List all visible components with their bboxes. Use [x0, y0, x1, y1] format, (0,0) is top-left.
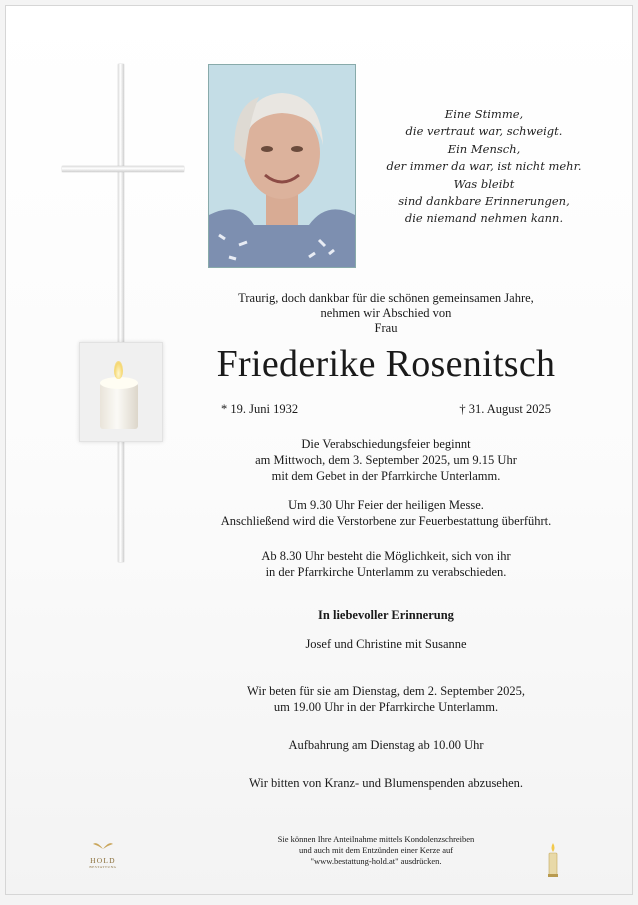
funeral-home-logo: [78, 838, 128, 869]
ceremony-line: Die Verabschiedungsfeier beginnt: [301, 437, 471, 451]
condolence-note: [226, 834, 526, 867]
birth-date: * 19. Juni 1932: [221, 402, 299, 416]
intro-text: [136, 291, 633, 336]
poem-line: die niemand nehmen kann.: [404, 211, 564, 226]
mass-line: Um 9.30 Uhr Feier der heiligen Messe.: [288, 498, 484, 512]
cross-vertical-beam: [118, 64, 124, 562]
intro-line: Traurig, doch dankbar für die schönen gemeinsamen Jahre,: [238, 291, 534, 305]
prayer-line: um 19.00 Uhr in der Pfarrkirche Unterlamm.: [273, 700, 499, 714]
poem-line: Was bleibt: [453, 176, 515, 191]
deceased-name: Friederike Rosenitsch: [216, 343, 556, 385]
intro-line: nehmen wir Abschied von: [320, 306, 452, 320]
logo-subtitle: BESTATTUNG: [89, 865, 117, 869]
mass-info: [136, 497, 633, 529]
poem-line: der immer da war, ist nicht mehr.: [386, 159, 582, 174]
death-date: † 31. August 2025: [459, 402, 551, 416]
obituary-page: [5, 5, 633, 895]
prayer-info: [136, 683, 633, 715]
logo-wings-icon: [93, 841, 113, 851]
viewing-info: Aufbahrung am Dienstag ab 10.00 Uhr: [288, 738, 484, 752]
memory-heading: In liebevoller Erinnerung: [318, 608, 454, 622]
farewell-line: in der Pfarrkirche Unterlamm zu verabschieden.: [265, 565, 507, 579]
flowers-note: Wir bitten von Kranz- und Blumenspenden abzusehen.: [248, 776, 524, 790]
poem-line: Ein Mensch,: [447, 141, 521, 156]
footer-line: "www.bestattung-hold.at" ausdrücken.: [310, 856, 442, 866]
candle-flame: [114, 361, 123, 379]
ceremony-line: am Mittwoch, dem 3. September 2025, um 9.15 Uhr: [255, 453, 517, 467]
cross-horizontal-beam: [62, 166, 184, 172]
mass-line: Anschließend wird die Verstorbene zur Feuerbestattung überführt.: [220, 514, 552, 528]
prayer-line: Wir beten für sie am Dienstag, dem 2. September 2025,: [247, 684, 525, 698]
poem-line: die vertraut war, schweigt.: [405, 124, 563, 139]
candle-body: [100, 383, 138, 429]
farewell-info: [136, 548, 633, 580]
footer-line: und auch mit dem Entzünden einer Kerze auf: [298, 845, 454, 855]
poem: [368, 106, 600, 228]
life-dates: [221, 402, 551, 417]
poem-line: Eine Stimme,: [444, 107, 524, 121]
poem-line: sind dankbare Erinnerungen,: [398, 194, 570, 209]
ceremony-line: mit dem Gebet in der Pfarrkirche Unterlamm.: [271, 469, 501, 483]
footer-line: Sie können Ihre Anteilnahme mittels Kondolenzschreiben: [277, 834, 475, 844]
candle-icon: [546, 842, 560, 878]
farewell-line: Ab 8.30 Uhr besteht die Möglichkeit, sich von ihr: [261, 549, 511, 563]
ceremony-info: [136, 436, 633, 484]
logo-name: HOLD: [90, 856, 116, 865]
portrait-photo: [208, 64, 356, 268]
mourners: Josef und Christine mit Susanne: [305, 637, 467, 651]
intro-line: Frau: [374, 321, 398, 335]
